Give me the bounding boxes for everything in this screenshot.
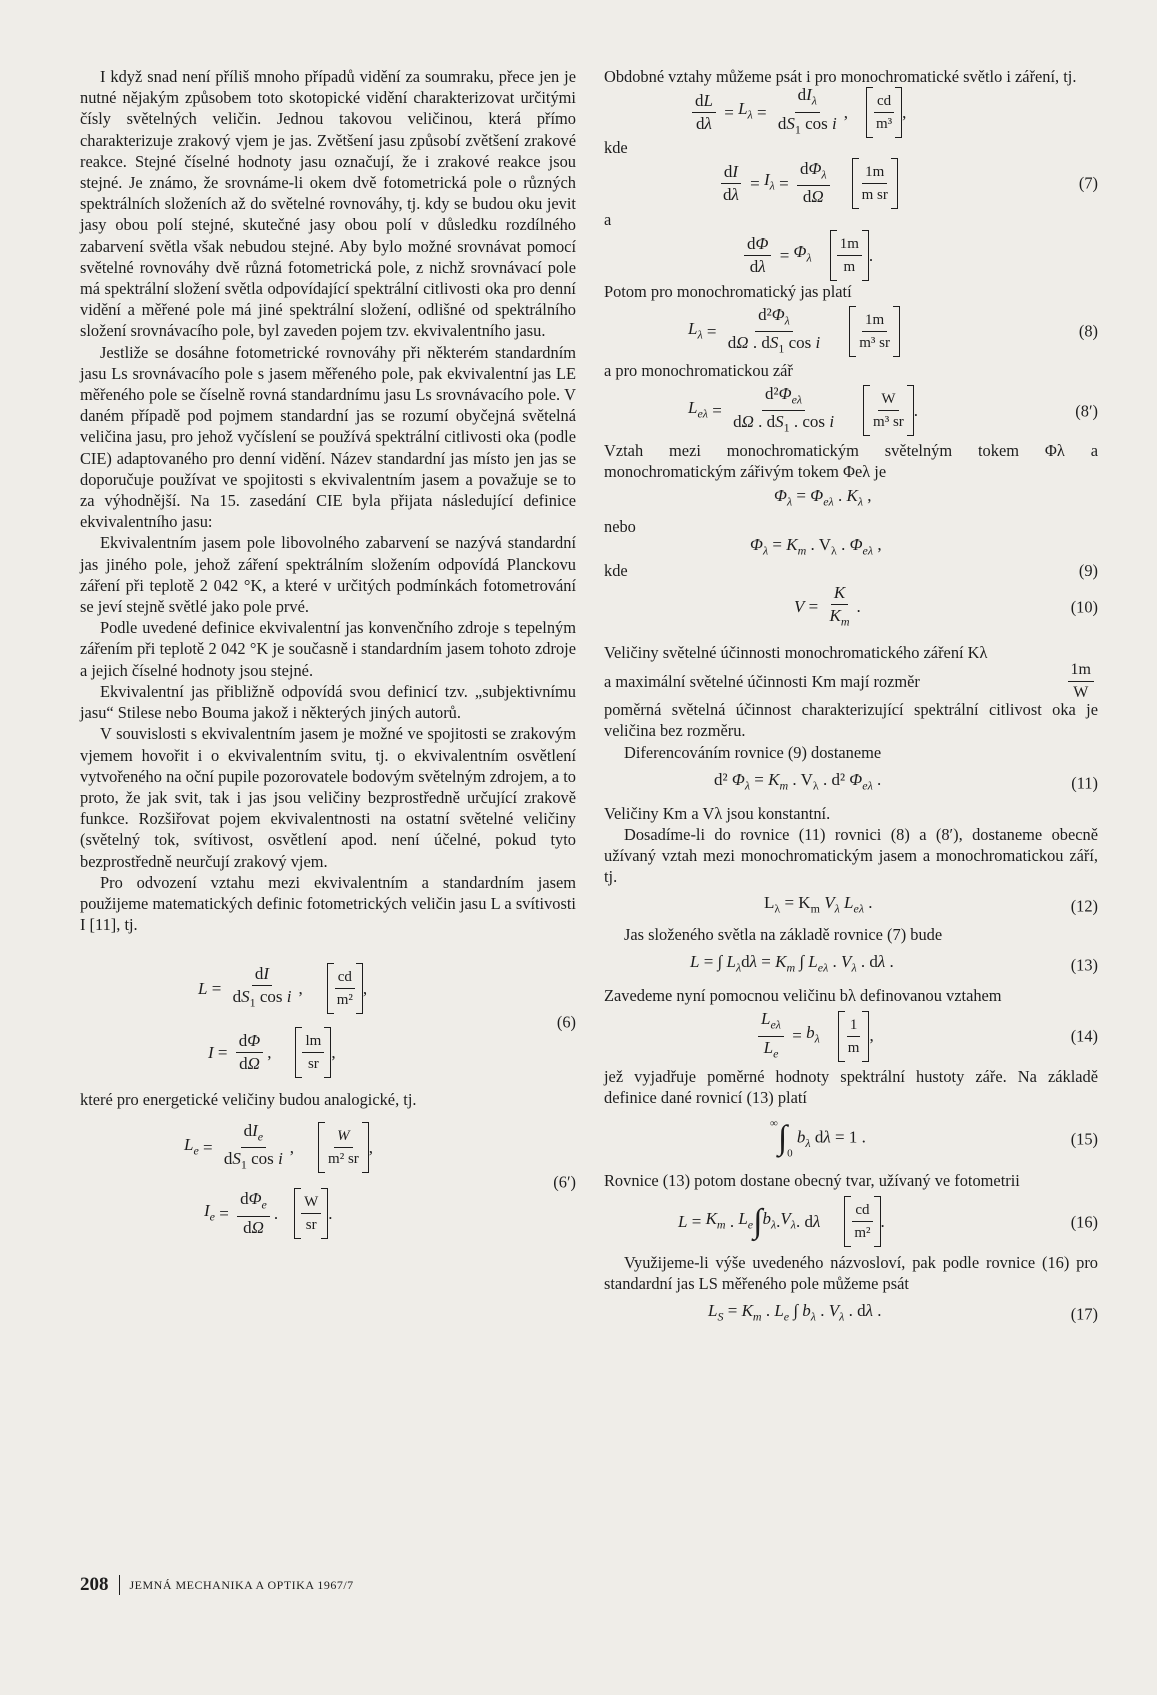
equation-number: (7) xyxy=(1078,173,1098,193)
paragraph: poměrná světelná účinnost charakterizující spektrální citlivost oka je veličina bez rozměru. xyxy=(604,700,1098,741)
paragraph: Dosadíme-li do rovnice (11) rovnici (8) a (8′), dostaneme obecně užívaný vztah mezi monochromatickým jasem a monochromatickou září, tj. xyxy=(604,825,1098,887)
equation-number: (9) xyxy=(1078,561,1098,581)
equation-number: (10) xyxy=(1070,597,1098,617)
equation-16: L = $K_m$ . $L_e$ ∫ $b_\lambda$ . $V_\lambda$ . d λ $\frac{cd}{\text{m²}}$ . (16) xyxy=(604,1192,1098,1252)
equation-number: (16) xyxy=(1070,1212,1098,1232)
paragraph: Využijeme-li výše uvedeného názvosloví, pak podle rovnice (16) pro standardní jas LS měřeného pole můžeme psát xyxy=(604,1252,1098,1293)
paragraph: Potom pro monochromatický jas platí xyxy=(604,282,852,302)
equation-number: (12) xyxy=(1070,896,1098,916)
equation-6: L = $\frac{dI}{dS_1 \cos i}$ , $\frac{cd}{\text{m²}}$ , I = $\frac{d\Phi}{d\Omega}$ , $\frac{lm}{sr}$ , (6) xyxy=(80,963,576,1081)
paragraph: Obdobné vztahy můžeme psát i pro monochromatické světlo i záření, tj. xyxy=(604,67,1077,86)
equation-15: $^\infty\int_0$ $b_\lambda$ dλ = 1 . (15) xyxy=(770,1117,1098,1160)
equation-11: d² $\Phi_\lambda = K_m$ . $V_\lambda$ . d² $\Phi_{e\lambda}$ . (11) xyxy=(714,770,1098,793)
paragraph: a maximální světelné účinnosti Km mají rozměr xyxy=(604,671,920,691)
equation-flux: $\frac{d\Phi}{d\lambda}$ = $\Phi_\lambda$ $\frac{1m}{m}$ . xyxy=(604,229,1098,281)
equation-monochromatic-L: $\frac{dL}{d\lambda}$ = $L_\lambda$ = $\frac{dI_\lambda}{dS_1 \cos i}$ , $\frac{cd}{\text{m³}}$ , xyxy=(604,87,1098,137)
equation-number: (15) xyxy=(1070,1129,1098,1149)
label-a: a xyxy=(604,210,612,230)
paragraph: a pro monochromatickou zář xyxy=(604,361,793,381)
paragraph: Rovnice (13) potom dostane obecný tvar, užívaný ve fotometrii xyxy=(604,1171,1020,1191)
right-column: Obdobné vztahy můžeme psát i pro monochromatické světlo i záření, tj. $\frac{dL}{d\lambda}$ = $L_\lambda$ = $\frac{dI_\lambda}{dS_1 \cos i}$ , $\frac{cd}{\text{m³}}$ , kde $\frac{dI}{d\lambda}$ = $I_\lambda$ = $\frac{d\Phi_\lambda}{d\Omega}$ $\frac{1m}{\text{m sr}}$ (7) a $\frac{d\Phi}{d\lambda}$ = $\Phi_\lambda$ $\frac{1m}{m}$ . Potom pro monochromatický jas platí $L_\lambda$ = $\frac{d^2\Phi_\lambda}{d\Omega . dS_1 \cos i}$ $\frac{1m}{\text{m³ sr}}$ (8) a pro monochromatickou zář $L_{e\lambda}$ = $\frac{d^2\Phi_{e\lambda}}{d\Omega . dS_1 . \cos i}$ $\frac{W}{\text{m³ sr}}$ . (8′) Vztah mezi monochromatickým světelným tokem Φλ a monochromatickým zářivým tokem Φeλ je $\Phi_\lambda = \Phi_{e\lambda}$ . $K_\lambda$ , nebo $\Phi_\lambda = K_m$ . $V_\lambda$ . $\Phi_{e\lambda}$ , kde (9) V = $\frac{K}{K_m}$ . (10) Veličiny světelné účinnosti monochromatického záření Kλ a maximální světelné účinnosti Km mají rozměr $\frac{1m}{W}$ poměrná světelná účinnost charakterizující spektrální citlivost oka je veličina bez rozměru. Diferencováním rovnice (9) dostaneme d² $\Phi_\lambda = K_m$ . $V_\lambda$ . d² $\Phi_{e\lambda}$ . (11) Veličiny Km a Vλ jsou konstantní. Dosadíme-li do rovnice (11) rovnici (8) a (8′), dostaneme obecně užívaný vztah mezi monochromatickým jasem a monochromatickou září, tj. $L_\lambda = K_m$ $V_\lambda$ $L_{e\lambda}$ . (12) Jas složeného světla na základě rovnice (7) bude L = ∫ $L_\lambda d\lambda = K_m$ ∫ $L_{e\lambda}$ . $V_\lambda$ . dλ . (13) Zavedeme nyní pomocnou veličinu bλ definovanou vztahem $\frac{L_{e\lambda}}{L_e}$ = $b_\lambda$ $\frac{1}{m}$ , (14) jež vyjadřuje poměrné hodnoty spektrální hustoty záře. Na základě definice dané rovnicí (13) platí $^\infty\int_0$ $b_\lambda$ dλ = 1 . (15) Rovnice (13) potom dostane obecný tvar, užívaný ve fotometrii L = $K_m$ . $L_e$ ∫ $b_\lambda$ . $V_\lambda$ . d λ $\frac{cd}{\text{m²}}$ . (16) Využijeme-li výše uvedeného názvosloví, pak podle rovnice (16) pro standardní jas LS měřeného pole můžeme psát $L_S = K_m$ . $L_e$ ∫ $b_\lambda$ . $V_\lambda$ . dλ . (17) xyxy=(604,66,1098,1334)
label-nebo: nebo xyxy=(604,517,636,537)
equation-number: (8) xyxy=(1078,321,1098,341)
paragraph: V souvislosti s ekvivalentním jasem je možné ve spojitosti se zrakovým vjemem hovořit i o ekvivalentním svitu, tj. o ekvivalentním osvětlení vytvořeného na oční pupile pozorovatele bodovým světelným zdrojem, a to proto, že jak svit, tak i jas jsou veličiny bezprostředně určující zrakově funkce. Rozšiřovat pojem ekvivalentnosti na ostatní světelné veličiny (světelný tok, svítivost, osvětlení apod. není účelné, pokud tyto bezprostředně neurčují zrakový vjem. xyxy=(80,724,576,871)
label-kde: kde xyxy=(604,138,628,158)
paragraph: Ekvivalentní jas přibližně odpovídá svou definicí tzv. „subjektivnímu jasu“ Stilese nebo Bouma jakož i některých jiných autorů. xyxy=(80,681,576,723)
paragraph: Jas složeného světla na základě rovnice (7) bude xyxy=(624,924,943,944)
equation-17: $L_S = K_m$ . $L_e$ ∫ $b_\lambda$ . $V_\lambda$ . dλ . (17) xyxy=(708,1301,1098,1324)
paragraph: jež vyjadřuje poměrné hodnoty spektrální hustoty záře. Na základě definice dané rovnicí (13) platí xyxy=(604,1067,1098,1108)
equation-13: L = ∫ $L_\lambda d\lambda = K_m$ ∫ $L_{e\lambda}$ . $V_\lambda$ . dλ . (13) xyxy=(690,952,1098,975)
paragraph: Vztah mezi monochromatickým světelným tokem Φλ a monochromatickým zářivým tokem Φeλ je xyxy=(604,440,1098,481)
equation-9: $\Phi_\lambda = K_m$ . $V_\lambda$ . $\Phi_{e\lambda}$ , xyxy=(750,535,882,558)
paragraph: Ekvivalentním jasem pole libovolného zabarvení se nazývá standardní jas jiného pole, jehož záření spektrálním složením odpovídá Planckovu záření při teplotě 2 042 °K, a které v určitých podmínkách fotometrování se jeví stejně světlé jako pole prvé. xyxy=(80,533,576,617)
page-number: 208 xyxy=(80,1574,109,1595)
paragraph: I když snad není příliš mnoho případů vidění za soumraku, přece jen je nutné nějakým způsobem toto skotopické vidění charakterizovat určitými čísly světelných veličin. Jednou takovou veličinou, která přímo charakterizuje zrakový vjem je jas. Zvětšení jasu způsobí zvětšení zrakové reakce. Stejné číselné hodnoty jasu označují, že i zrakové reakce jsou stejné. Je známo, že srovnáme-li okem dvě fotometrická pole o různých spektrálních složeních až do světelné rovnováhy, tj. kdy se budou oku jevit jasy obou polí stejné, skutečné jasy obou polí v důsledku rozdílného zabarvení světla však nebudou stejné. Aby bylo možné srovnávat pomocí světelné rovnováhy dvě různá fotometrická pole, z nichž srovnávací pole má spektrální složení světla odpovídající spektrální citlivosti oka pro denní vidění a měřené pole má jiné spektrální složení, odlišné od spektrálního složení srovnávacího pole, byl zaveden pojem tzv. ekvivalentního jasu. xyxy=(80,67,576,341)
paragraph: které pro energetické veličiny budou analogické, tj. xyxy=(80,1090,417,1110)
equation-flux-relation: $\Phi_\lambda = \Phi_{e\lambda}$ . $K_\lambda$ , xyxy=(774,486,872,509)
equation-number: (8′) xyxy=(1075,401,1098,421)
paragraph: Diferencováním rovnice (9) dostaneme xyxy=(624,742,882,762)
paragraph: Veličiny Km a Vλ jsou konstantní. xyxy=(604,803,831,823)
equation-number: (6) xyxy=(556,1012,576,1032)
equation-14: $\frac{L_{e\lambda}}{L_e}$ = $b_\lambda$ $\frac{1}{m}$ , (14) xyxy=(604,1006,1098,1066)
paragraph: Jestliže se dosáhne fotometrické rovnováhy při některém standardním jasu Ls srovnávacího pole s jasem měřeného pole, pak ekvivalentní jas LE měřeného pole se číselně rovná standardnímu jasu Ls srovnávacího pole. V daném případě pod pojmem standardní jas se rozumí obyčejná světelná veličina jasu, pro jehož vyčíslení se používá spektrální citlivosti oka (podle CIE) adaptovaného pro denní vidění. Název standardní jas místo jen jas se doporučuje používat ve spojitosti s ekvivalentním jasem a považuje se to za výhodnější. Na 15. zasedání CIE byla přijata následující definice ekvivalentního jasu: xyxy=(80,342,576,532)
equation-12: $L_\lambda = K_m$ $V_\lambda$ $L_{e\lambda}$ . (12) xyxy=(764,892,1098,916)
equation-7: $\frac{dI}{d\lambda}$ = $I_\lambda$ = $\frac{d\Phi_\lambda}{d\Omega}$ $\frac{1m}{\text{m sr}}$ (7) xyxy=(604,157,1098,209)
paragraph: Veličiny světelné účinnosti monochromatického záření Kλ xyxy=(604,643,988,663)
equation-8-prime: $L_{e\lambda}$ = $\frac{d^2\Phi_{e\lambda}}{d\Omega . dS_1 . \cos i}$ $\frac{W}{\text{m³ sr}}$ . (8′) xyxy=(688,383,1098,435)
paragraph: Pro odvození vztahu mezi ekvivalentním a standardním jasem použijeme matematických definic fotometrických veličin jasu L a svítivosti I [11], tj. xyxy=(80,872,576,935)
journal-name: JEMNÁ MECHANIKA A OPTIKA 1967/7 xyxy=(129,1577,354,1592)
equation-8: $L_\lambda$ = $\frac{d^2\Phi_\lambda}{d\Omega . dS_1 \cos i}$ $\frac{1m}{\text{m³ sr}}$ (8) xyxy=(688,304,1098,356)
equation-number: (13) xyxy=(1070,955,1098,975)
footer-divider xyxy=(119,1575,120,1595)
equation-number: (14) xyxy=(1070,1026,1098,1046)
page-footer xyxy=(80,1574,354,1596)
equation-number: (17) xyxy=(1070,1304,1098,1324)
paragraph: Zavedeme nyní pomocnou veličinu bλ definovanou vztahem xyxy=(604,985,1002,1005)
equation-10: V = $\frac{K}{K_m}$ . (10) xyxy=(794,582,1098,629)
equation-number: (11) xyxy=(1071,773,1098,793)
left-column xyxy=(80,66,576,1243)
paragraph: Podle uvedené definice ekvivalentní jas konvenčního zdroje s tepelným zářením při teplotě 2 042 °K je současně i standardním jasem tohoto zdroje a jejich číselné hodnoty jsou stejné. xyxy=(80,618,576,680)
equation-6-prime: $L_e$ = $\frac{dI_e}{dS_1 \cos i}$ , $\frac{W}{\text{m² sr}}$ , $I_e$ = $\frac{d\Phi_e}{d\Omega}$ . $\frac{W}{sr}$ . (6′) xyxy=(80,1121,576,1243)
label-kde: kde xyxy=(604,561,628,581)
equation-number: (6′) xyxy=(553,1171,576,1191)
